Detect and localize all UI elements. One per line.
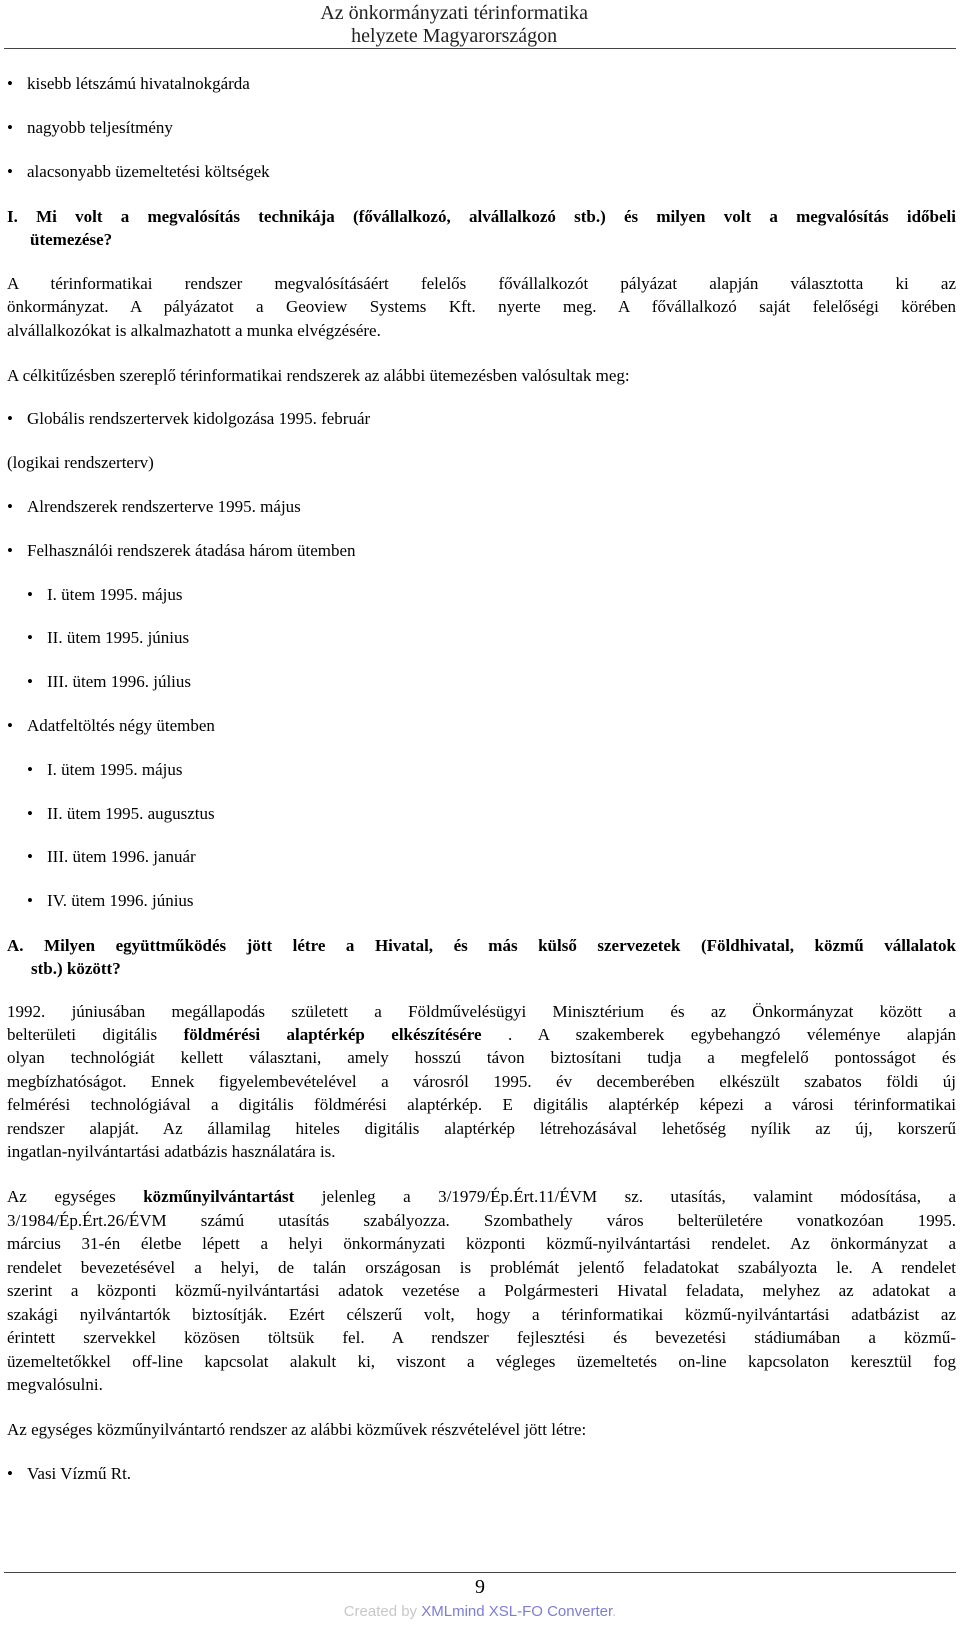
sub-list-item: • II. ütem 1995. augusztus bbox=[7, 802, 956, 826]
question-heading-line: stb.) között? bbox=[31, 959, 121, 978]
bullet-marker: • bbox=[7, 497, 13, 516]
header-line-2: helyzete Magyarországon bbox=[351, 25, 558, 47]
list-item: • Globális rendszertervek kidolgozása 1995. február bbox=[7, 407, 956, 431]
bullet-marker: • bbox=[27, 760, 33, 779]
bullet-marker: • bbox=[27, 628, 33, 647]
paragraph-line: Az egységes közműnyilvántartó rendszer az alábbi közművek részvételével jött létre: bbox=[7, 1420, 587, 1439]
list-item: • Felhasználói rendszerek átadása három ütemben bbox=[7, 539, 956, 563]
paragraph-line: március 31-én életbe lépett a helyi önkormányzati központi közmű-nyilvántartási rendelet. Az önkormányzat a bbox=[7, 1234, 956, 1253]
emphasis-text: közműnyilvántartást bbox=[143, 1187, 295, 1206]
paragraph-line: Az egységes közműnyilvántartást jelenleg a 3/1979/Ép.Ért.11/ÉVM sz. utasítás, valamint módosítása, a bbox=[7, 1187, 956, 1206]
question-heading-line: I. Mi volt a megvalósítás technikája (fővállalkozó, alvállalkozó stb.) és milyen volt a megvalósítás időbeli bbox=[7, 207, 956, 226]
header-rule bbox=[4, 48, 956, 49]
sub-list-item: • III. ütem 1996. július bbox=[7, 670, 956, 694]
bullet-marker: • bbox=[27, 847, 33, 866]
sub-list-item: • II. ütem 1995. június bbox=[7, 626, 956, 650]
sub-list-item: • I. ütem 1995. május bbox=[7, 583, 956, 607]
paragraph-line: szerint a központi közmű-nyilvántartási adatok vezetése a Polgármesteri Hivatal feladata, melyhez az adatokat a bbox=[7, 1281, 956, 1300]
paragraph-line: 1992. júniusában megállapodás született a Földművelésügyi Minisztérium és az Önkormányzat között a bbox=[7, 1002, 956, 1021]
page-number: 9 bbox=[475, 1576, 485, 1598]
paragraph-line: A térinformatikai rendszer megvalósításáért felelős fővállalkozót pályázat alapján választotta ki az bbox=[7, 274, 956, 293]
converter-link[interactable]: XMLmind XSL-FO Converter bbox=[421, 1603, 613, 1620]
sub-list-item: • IV. ütem 1996. június bbox=[7, 889, 956, 913]
paragraph-line: olyan technológiát kellett választani, amely hosszú távon biztosítani tudja a megfelelő pontosságot és bbox=[7, 1048, 956, 1067]
bullet-marker: • bbox=[7, 1464, 13, 1483]
header-line-1: Az önkormányzati térinformatika bbox=[320, 2, 588, 24]
bullet-marker: • bbox=[7, 716, 13, 735]
bullet-marker: • bbox=[27, 672, 33, 691]
paragraph-line: A célkitűzésben szereplő térinformatikai rendszerek az alábbi ütemezésben valósultak meg: bbox=[7, 366, 630, 385]
paragraph-line: felmérési technológiával a digitális földmérési alaptérkép. E digitális alaptérkép képezi a városi térinformatikai bbox=[7, 1095, 956, 1114]
list-item: • Alrendszerek rendszerterve 1995. május bbox=[7, 495, 956, 519]
list-item: • nagyobb teljesítmény bbox=[7, 116, 956, 140]
list-item: • Adatfeltöltés négy ütemben bbox=[7, 714, 956, 738]
paragraph-line: rendelet bevezetésével a helyi, de talán országosan is problémát jelentő feladatokat szabályozta le. A rendelet bbox=[7, 1258, 956, 1277]
paragraph-line: belterületi digitális földmérési alaptérkép elkészítésére . A szakemberek egybehangzó véleménye alapján bbox=[7, 1025, 956, 1044]
paragraph-line: szakági nyilvántartók biztosítják. Ezért célszerű volt, hogy a térinformatikai közmű-nyilvántartási adatbázist az bbox=[7, 1305, 956, 1324]
question-heading-line: A. Milyen együttműködés jött létre a Hivatal, és más külső szervezetek (Földhivatal, közmű vállalatok bbox=[7, 936, 956, 955]
list-item: • alacsonyabb üzemeltetési költségek bbox=[7, 160, 956, 184]
bullet-marker: • bbox=[27, 804, 33, 823]
generator-footer: Created by XMLmind XSL-FO Converter. bbox=[343, 1603, 617, 1620]
bullet-marker: • bbox=[7, 118, 13, 137]
running-header bbox=[320, 2, 588, 48]
paragraph-line: alvállalkozókat is alkalmazhatott a munka elvégzésére. bbox=[7, 321, 381, 340]
emphasis-text: földmérési alaptérkép elkészítésére bbox=[183, 1025, 482, 1044]
sub-list-item: • III. ütem 1996. január bbox=[7, 845, 956, 869]
list-item: • Vasi Vízmű Rt. bbox=[7, 1462, 956, 1486]
paragraph-line: 3/1984/Ép.Ért.26/ÉVM számú utasítás szabályozza. Szombathely város belterületére vonatkozóan 1995. bbox=[7, 1211, 956, 1230]
bullet-marker: • bbox=[7, 74, 13, 93]
footer-rule bbox=[4, 1572, 956, 1573]
question-heading-line: ütemezése? bbox=[30, 230, 113, 249]
sub-list-item: • I. ütem 1995. május bbox=[7, 758, 956, 782]
paragraph-line: megvalósulni. bbox=[7, 1375, 103, 1394]
list-item-note: (logikai rendszerterv) bbox=[7, 453, 154, 472]
paragraph-line: ingatlan-nyilvántartási adatbázis használatára is. bbox=[7, 1142, 336, 1161]
bullet-marker: • bbox=[27, 891, 33, 910]
bullet-marker: • bbox=[27, 585, 33, 604]
paragraph-line: önkormányzat. A pályázatot a Geoview Systems Kft. nyerte meg. A fővállalkozó saját felelőségi körében bbox=[7, 297, 956, 316]
bullet-marker: • bbox=[7, 162, 13, 181]
paragraph-line: megbízhatóságot. Ennek figyelembevételével a városról 1995. év decemberében elkészült szabatos földi új bbox=[7, 1072, 956, 1091]
paragraph-line: üzemeltetőkkel off-line kapcsolat alakult ki, viszont a végleges üzemeltetés on-line kapcsolaton keresztül fog bbox=[7, 1352, 956, 1371]
list-item: • kisebb létszámú hivatalnokgárda bbox=[7, 72, 956, 96]
bullet-marker: • bbox=[7, 541, 13, 560]
bullet-marker: • bbox=[7, 409, 13, 428]
paragraph-line: érintett szervekkel közösen töltsük fel. A rendszer fejlesztési és bevezetési stádiumában a közmű- bbox=[7, 1328, 956, 1347]
paragraph-line: rendszer alapját. Az államilag hiteles digitális alaptérkép létrehozásával lehetőség nyílik az új, korszerű bbox=[7, 1119, 956, 1138]
